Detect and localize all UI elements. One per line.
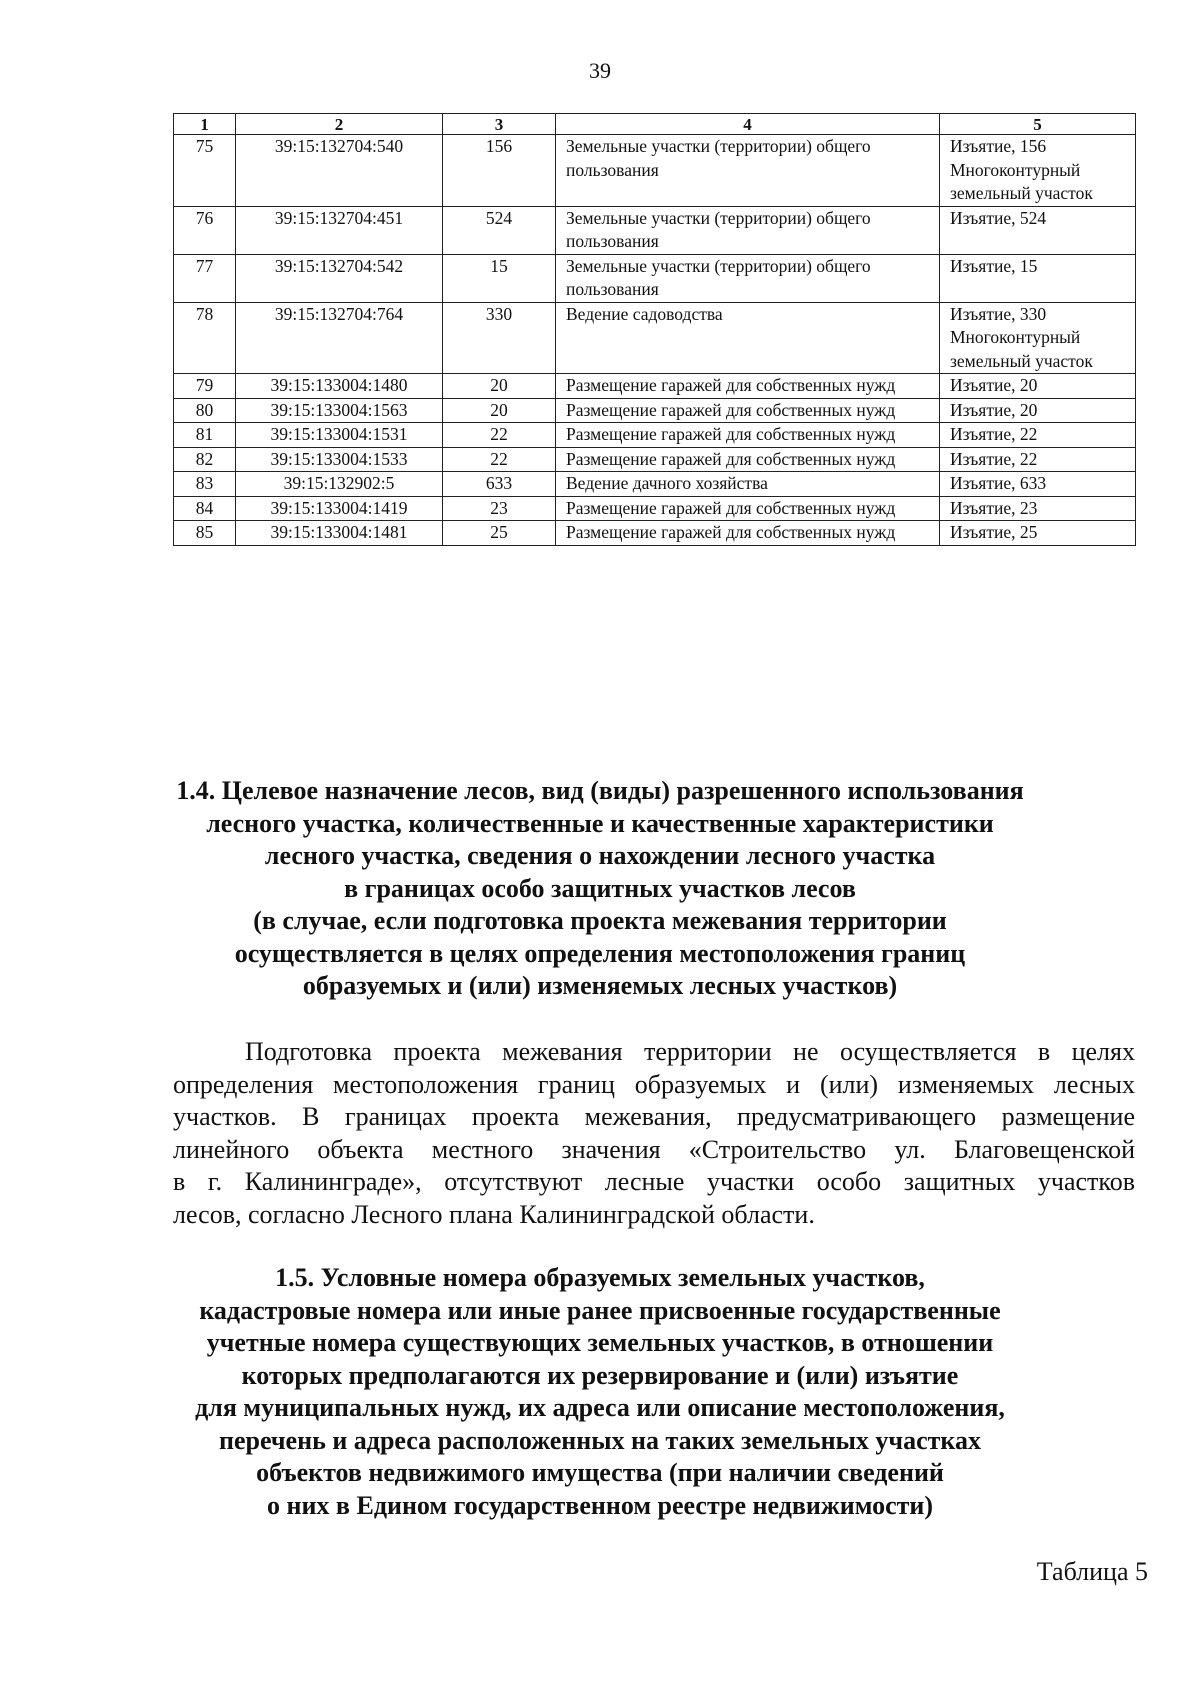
cell-cadastral-number: 39:15:133004:1531 [236, 423, 443, 448]
section-1-4-heading [150, 775, 1050, 1003]
header-col-4: 4 [556, 114, 940, 135]
cell-cadastral-number: 39:15:132902:5 [236, 472, 443, 497]
section-1-5-heading [150, 1262, 1050, 1522]
cell-permitted-use: Земельные участки (территории) общего пользования [556, 206, 940, 254]
table-row [174, 521, 1136, 546]
cell-note: Изъятие, 330 Многоконтурный земельный участок [940, 302, 1136, 374]
cell-cadastral-number: 39:15:133004:1419 [236, 496, 443, 521]
header-col-5: 5 [940, 114, 1136, 135]
table-row [174, 447, 1136, 472]
paragraph-line: лесов, согласно Лесного плана Калининградской области. [173, 1199, 815, 1229]
cell-permitted-use: Размещение гаражей для собственных нужд [556, 447, 940, 472]
heading-line: о них в Едином государственном реестре недвижимости) [266, 1490, 934, 1520]
header-col-1: 1 [174, 114, 236, 135]
land-plots-table [173, 113, 1136, 546]
heading-line: кадастровые номера или иные ранее присвоенные государственные [199, 1295, 1001, 1325]
cell-area: 330 [443, 302, 556, 374]
cell-area: 156 [443, 135, 556, 207]
table-row [174, 302, 1136, 374]
cell-number: 76 [174, 206, 236, 254]
cell-area: 23 [443, 496, 556, 521]
heading-line: осуществляется в целях определения местоположения границ [234, 938, 966, 968]
cell-permitted-use: Ведение садоводства [556, 302, 940, 374]
heading-line: образуемых и (или) изменяемых лесных участков) [302, 971, 898, 1000]
cell-note: Изъятие, 524 [940, 206, 1136, 254]
heading-line: (в случае, если подготовка проекта межевания территории [253, 906, 947, 935]
cell-note: Изъятие, 23 [940, 496, 1136, 521]
heading-line: 1.5. Условные номера образуемых земельных участков, [275, 1263, 925, 1292]
cell-note: Изъятие, 633 [940, 472, 1136, 497]
cell-cadastral-number: 39:15:132704:451 [236, 206, 443, 254]
cell-note: Изъятие, 25 [940, 521, 1136, 546]
table-header-row [174, 114, 1136, 135]
header-col-3: 3 [443, 114, 556, 135]
cell-permitted-use: Земельные участки (территории) общего пользования [556, 135, 940, 207]
cell-note: Изъятие, 20 [940, 398, 1136, 423]
cell-cadastral-number: 39:15:133004:1480 [236, 374, 443, 399]
heading-line: 1.4. Целевое назначение лесов, вид (виды) разрешенного использования [176, 776, 1024, 805]
cell-number: 83 [174, 472, 236, 497]
cell-cadastral-number: 39:15:132704:764 [236, 302, 443, 374]
heading-line: которых предполагаются их резервирование и (или) изъятие [241, 1360, 959, 1390]
cell-area: 524 [443, 206, 556, 254]
cell-number: 79 [174, 374, 236, 399]
heading-line: лесного участка, сведения о нахождении лесного участка [264, 841, 936, 870]
heading-line: для муниципальных нужд, их адреса или описание местоположения, [195, 1393, 1005, 1422]
cell-number: 75 [174, 135, 236, 207]
cell-permitted-use: Размещение гаражей для собственных нужд [556, 398, 940, 423]
paragraph-line: определения местоположения границ образуемых и (или) изменяемых лесных [173, 1069, 1135, 1099]
table-row [174, 423, 1136, 448]
table-row [174, 398, 1136, 423]
cell-cadastral-number: 39:15:133004:1533 [236, 447, 443, 472]
heading-line: лесного участка, количественные и качественные характеристики [206, 808, 994, 838]
cell-permitted-use: Размещение гаражей для собственных нужд [556, 521, 940, 546]
cell-number: 77 [174, 254, 236, 302]
cell-number: 84 [174, 496, 236, 521]
cell-note: Изъятие, 156 Многоконтурный земельный участок [940, 135, 1136, 207]
table-row [174, 206, 1136, 254]
cell-number: 85 [174, 521, 236, 546]
cell-cadastral-number: 39:15:133004:1563 [236, 398, 443, 423]
table-caption: Таблица 5 [1036, 1557, 1148, 1586]
cell-area: 25 [443, 521, 556, 546]
cell-area: 22 [443, 423, 556, 448]
heading-line: перечень и адреса расположенных на таких земельных участках [219, 1425, 981, 1455]
paragraph-line: Подготовка проекта межевания территории не осуществляется в целях [245, 1037, 1135, 1066]
paragraph-line: линейного объекта местного значения «Строительство ул. Благовещенской [173, 1134, 1135, 1164]
heading-line: в границах особо защитных участков лесов [344, 873, 856, 903]
cell-number: 80 [174, 398, 236, 423]
cell-number: 81 [174, 423, 236, 448]
cell-area: 633 [443, 472, 556, 497]
cell-note: Изъятие, 22 [940, 447, 1136, 472]
cell-area: 22 [443, 447, 556, 472]
cell-note: Изъятие, 15 [940, 254, 1136, 302]
cell-permitted-use: Размещение гаражей для собственных нужд [556, 423, 940, 448]
cell-cadastral-number: 39:15:133004:1481 [236, 521, 443, 546]
heading-line: объектов недвижимого имущества (при наличии сведений [256, 1458, 944, 1487]
cell-permitted-use: Ведение дачного хозяйства [556, 472, 940, 497]
cell-number: 82 [174, 447, 236, 472]
cell-number: 78 [174, 302, 236, 374]
table-row [174, 254, 1136, 302]
section-1-4-paragraph [173, 1036, 1135, 1231]
cell-permitted-use: Земельные участки (территории) общего пользования [556, 254, 940, 302]
table-row [174, 496, 1136, 521]
cell-permitted-use: Размещение гаражей для собственных нужд [556, 374, 940, 399]
cell-cadastral-number: 39:15:132704:542 [236, 254, 443, 302]
paragraph-line: в г. Калининграде», отсутствуют лесные участки особо защитных участков [173, 1167, 1135, 1196]
cell-note: Изъятие, 20 [940, 374, 1136, 399]
cell-permitted-use: Размещение гаражей для собственных нужд [556, 496, 940, 521]
table-row [174, 135, 1136, 207]
heading-line: учетные номера существующих земельных участков, в отношении [206, 1328, 994, 1357]
cell-area: 20 [443, 398, 556, 423]
paragraph-line: участков. В границах проекта межевания, предусматривающего размещение [173, 1102, 1135, 1131]
cell-area: 15 [443, 254, 556, 302]
page-number: 39 [589, 58, 611, 83]
table-row [174, 374, 1136, 399]
cell-area: 20 [443, 374, 556, 399]
cell-cadastral-number: 39:15:132704:540 [236, 135, 443, 207]
table-row [174, 472, 1136, 497]
header-col-2: 2 [236, 114, 443, 135]
cell-note: Изъятие, 22 [940, 423, 1136, 448]
